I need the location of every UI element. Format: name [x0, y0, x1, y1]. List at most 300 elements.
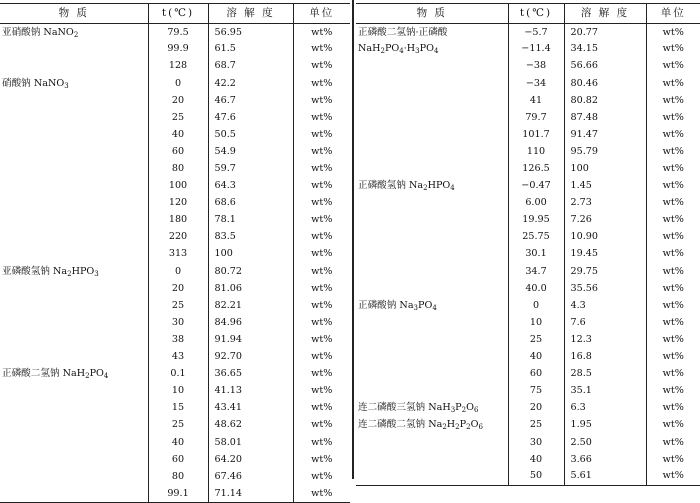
unit-cell: wt% — [293, 434, 350, 451]
header-solubility: 溶 解 度 — [208, 4, 293, 24]
unit-cell: wt% — [293, 365, 350, 382]
solubility-cell: 47.6 — [208, 109, 293, 126]
table-row — [356, 451, 700, 468]
solubility-cell: 7.26 — [564, 212, 646, 229]
formula-part: PO — [419, 43, 434, 55]
table-row — [356, 58, 700, 75]
table-row — [0, 75, 350, 92]
substance-cell — [356, 314, 508, 331]
unit-cell: wt% — [293, 382, 350, 399]
solubility-cell: 92.70 — [208, 348, 293, 365]
formula-part: 4 — [433, 47, 439, 56]
temperature-cell: 110 — [508, 143, 564, 160]
table-row — [0, 280, 350, 297]
table-row — [0, 194, 350, 211]
table-row — [0, 229, 350, 246]
substance-cell — [0, 434, 148, 451]
substance-cell — [0, 468, 148, 485]
temperature-cell: 41 — [508, 92, 564, 109]
substance-cell — [356, 143, 508, 160]
substance-cell — [0, 160, 148, 177]
substance-cell — [0, 451, 148, 468]
temperature-cell: 101.7 — [508, 126, 564, 143]
unit-cell: wt% — [293, 109, 350, 126]
solubility-cell: 95.79 — [564, 143, 646, 160]
substance-cell — [356, 246, 508, 263]
table-row — [356, 160, 700, 177]
table-row — [0, 126, 350, 143]
solubility-cell: 91.47 — [564, 126, 646, 143]
unit-cell: wt% — [646, 331, 700, 348]
temperature-cell: 50 — [508, 468, 564, 485]
unit-cell: wt% — [293, 58, 350, 75]
temperature-cell: 120 — [148, 194, 208, 211]
table-row — [0, 382, 350, 399]
solubility-cell: 71.14 — [208, 485, 293, 502]
solubility-cell: 34.15 — [564, 41, 646, 58]
substance-cell — [0, 400, 148, 417]
header-unit: 单位 — [646, 4, 700, 24]
substance-cell — [356, 451, 508, 468]
header-temp: t(℃) — [148, 4, 208, 24]
substance-name: 正磷酸钠 Na — [358, 299, 414, 311]
formula-part: 3 — [94, 269, 99, 278]
unit-cell: wt% — [293, 263, 350, 280]
table-row — [0, 246, 350, 263]
formula-part: 6 — [478, 423, 483, 432]
header-unit: 单位 — [293, 4, 350, 24]
temperature-cell: 25 — [148, 109, 208, 126]
solubility-cell: 54.9 — [208, 143, 293, 160]
solubility-cell: 80.72 — [208, 263, 293, 280]
table-row — [356, 297, 700, 314]
unit-cell: wt% — [293, 41, 350, 58]
unit-cell: wt% — [293, 451, 350, 468]
solubility-cell: 82.21 — [208, 297, 293, 314]
solubility-cell: 7.6 — [564, 314, 646, 331]
substance-cell — [356, 417, 508, 434]
table-row — [0, 92, 350, 109]
unit-cell: wt% — [646, 451, 700, 468]
unit-cell: wt% — [293, 212, 350, 229]
unit-cell: wt% — [293, 348, 350, 365]
formula-part: 2 — [466, 423, 471, 432]
substance-cell — [356, 126, 508, 143]
formula-part: 2 — [67, 269, 72, 278]
table-header-row — [0, 4, 350, 24]
formula-part: 3 — [415, 47, 420, 56]
column-divider — [352, 0, 354, 479]
temperature-cell: 19.95 — [508, 212, 564, 229]
solubility-cell: 56.95 — [208, 24, 293, 41]
temperature-cell: 313 — [148, 246, 208, 263]
header-substance: 物 质 — [0, 4, 148, 24]
solubility-cell: 1.95 — [564, 417, 646, 434]
substance-cell — [0, 417, 148, 434]
substance-cell — [356, 365, 508, 382]
formula-part: PO — [384, 43, 400, 55]
table-row — [0, 41, 350, 58]
temperature-cell: 60 — [508, 365, 564, 382]
temperature-cell: 25 — [508, 331, 564, 348]
table-row — [356, 212, 700, 229]
substance-cell — [356, 348, 508, 365]
formula-part: 4 — [399, 47, 404, 56]
solubility-cell: 56.66 — [564, 58, 646, 75]
substance-cell — [356, 58, 508, 75]
solubility-cell: 5.61 — [564, 468, 646, 485]
unit-cell: wt% — [646, 212, 700, 229]
solubility-cell: 46.7 — [208, 92, 293, 109]
substance-cell — [0, 246, 148, 263]
unit-cell: wt% — [646, 194, 700, 211]
solubility-cell: 2.73 — [564, 194, 646, 211]
temperature-cell: 34.7 — [508, 263, 564, 280]
substance-cell — [0, 41, 148, 58]
temperature-cell: 40 — [508, 451, 564, 468]
temperature-cell: 15 — [148, 400, 208, 417]
unit-cell: wt% — [646, 24, 700, 41]
table-row — [356, 280, 700, 297]
table-row — [356, 126, 700, 143]
temperature-cell: 20 — [148, 92, 208, 109]
temperature-cell: 80 — [148, 468, 208, 485]
temperature-cell: 0 — [148, 75, 208, 92]
solubility-cell: 2.50 — [564, 434, 646, 451]
solubility-cell: 80.46 — [564, 75, 646, 92]
formula-part: P — [459, 419, 467, 431]
substance-name: 正磷酸二氢钠 NaH — [2, 368, 86, 380]
substance-cell — [0, 331, 148, 348]
solubility-cell: 100 — [564, 160, 646, 177]
substance-cell — [0, 143, 148, 160]
solubility-cell: 68.7 — [208, 58, 293, 75]
substance-cell — [356, 297, 508, 314]
solubility-cell: 100 — [208, 246, 293, 263]
unit-cell: wt% — [293, 331, 350, 348]
substance-cell — [0, 177, 148, 194]
substance-cell — [0, 92, 148, 109]
table-row — [0, 160, 350, 177]
table-row — [0, 109, 350, 126]
substance-cell — [0, 212, 148, 229]
substance-cell — [0, 75, 148, 92]
substance-cell — [0, 348, 148, 365]
temperature-cell: −34 — [508, 75, 564, 92]
substance-cell — [356, 75, 508, 92]
solubility-cell: 6.3 — [564, 400, 646, 417]
temperature-cell: 126.5 — [508, 160, 564, 177]
unit-cell: wt% — [293, 143, 350, 160]
solubility-cell: 64.3 — [208, 177, 293, 194]
temperature-cell: 220 — [148, 229, 208, 246]
table-row — [0, 434, 350, 451]
temperature-cell: 25 — [148, 297, 208, 314]
temperature-cell: −11.4 — [508, 41, 564, 58]
unit-cell: wt% — [646, 92, 700, 109]
unit-cell: wt% — [646, 126, 700, 143]
temperature-cell: 38 — [148, 331, 208, 348]
solubility-cell: 48.62 — [208, 417, 293, 434]
substance-cell — [356, 434, 508, 451]
table-row — [356, 365, 700, 382]
unit-cell: wt% — [293, 75, 350, 92]
table-row — [356, 229, 700, 246]
table-row — [0, 400, 350, 417]
formula-part: 2 — [442, 423, 447, 432]
table-header-row — [356, 4, 700, 24]
unit-cell: wt% — [646, 348, 700, 365]
substance-cell — [356, 263, 508, 280]
formula-part: 3 — [64, 81, 69, 90]
unit-cell: wt% — [646, 109, 700, 126]
temperature-cell: 40 — [148, 126, 208, 143]
substance-cell — [0, 297, 148, 314]
unit-cell: wt% — [293, 92, 350, 109]
substance-cell — [0, 263, 148, 280]
solubility-cell: 20.77 — [564, 24, 646, 41]
header-temp: t(℃) — [508, 4, 564, 24]
solubility-cell: 58.01 — [208, 434, 293, 451]
temperature-cell: 20 — [148, 280, 208, 297]
solubility-cell: 83.5 — [208, 229, 293, 246]
formula-part: H — [446, 419, 456, 431]
unit-cell: wt% — [646, 434, 700, 451]
solubility-cell: 87.48 — [564, 109, 646, 126]
temperature-cell: 40 — [508, 348, 564, 365]
temperature-cell: 60 — [148, 143, 208, 160]
unit-cell: wt% — [293, 246, 350, 263]
substance-cell — [0, 194, 148, 211]
unit-cell: wt% — [293, 400, 350, 417]
unit-cell: wt% — [646, 41, 700, 58]
table-row — [0, 417, 350, 434]
solubility-cell: 28.5 — [564, 365, 646, 382]
solubility-cell: 91.94 — [208, 331, 293, 348]
unit-cell: wt% — [293, 280, 350, 297]
substance-cell — [0, 314, 148, 331]
formula-part: 2 — [461, 406, 467, 415]
temperature-cell: 20 — [508, 400, 564, 417]
temperature-cell: 40 — [148, 434, 208, 451]
solubility-cell: 16.8 — [564, 348, 646, 365]
formula-part: O — [466, 402, 474, 414]
table-row — [0, 468, 350, 485]
substance-cell — [0, 109, 148, 126]
temperature-cell: 80 — [148, 160, 208, 177]
substance-name: 连二磷酸三氢钠 NaH — [358, 402, 451, 414]
table-row — [356, 143, 700, 160]
unit-cell: wt% — [646, 58, 700, 75]
temperature-cell: 10 — [508, 314, 564, 331]
table-row — [0, 24, 350, 41]
formula-part: ·H — [403, 43, 416, 55]
temperature-cell: 99.9 — [148, 41, 208, 58]
substance-name: 硝酸钠 NaNO — [2, 77, 65, 89]
temperature-cell: −5.7 — [508, 24, 564, 41]
solubility-cell: 4.3 — [564, 297, 646, 314]
substance-cell — [356, 280, 508, 297]
unit-cell: wt% — [293, 297, 350, 314]
header-substance: 物 质 — [356, 4, 508, 24]
unit-cell: wt% — [646, 297, 700, 314]
substance-cell — [0, 126, 148, 143]
table-row — [356, 194, 700, 211]
solubility-cell: 50.5 — [208, 126, 293, 143]
substance-name: 正磷酸二氢钠·正磷酸 — [358, 26, 448, 38]
unit-cell: wt% — [646, 400, 700, 417]
substance-cell — [0, 280, 148, 297]
solubility-cell: 64.20 — [208, 451, 293, 468]
table-row — [356, 24, 700, 41]
table-row — [356, 434, 700, 451]
table-row — [0, 331, 350, 348]
table-row — [356, 314, 700, 331]
formula-part: PO — [418, 299, 433, 311]
solubility-cell: 19.45 — [564, 246, 646, 263]
unit-cell: wt% — [293, 194, 350, 211]
solubility-table-right — [356, 3, 700, 486]
substance-cell — [356, 382, 508, 399]
table-row — [0, 58, 350, 75]
temperature-cell: 0.1 — [148, 365, 208, 382]
table-row — [0, 263, 350, 280]
header-solubility: 溶 解 度 — [564, 4, 646, 24]
temperature-cell: −38 — [508, 58, 564, 75]
table-row — [0, 365, 350, 382]
solubility-cell: 59.7 — [208, 160, 293, 177]
substance-cell — [356, 468, 508, 485]
solubility-cell: 36.65 — [208, 365, 293, 382]
substance-cell — [0, 58, 148, 75]
substance-cell — [0, 229, 148, 246]
formula-part: 2 — [73, 30, 79, 39]
table-row — [356, 382, 700, 399]
table-row — [0, 177, 350, 194]
temperature-cell: 99.1 — [148, 485, 208, 502]
solubility-cell: 42.2 — [208, 75, 293, 92]
formula-part: 4 — [432, 303, 437, 312]
temperature-cell: 25.75 — [508, 229, 564, 246]
solubility-cell: 78.1 — [208, 212, 293, 229]
solubility-cell: 84.96 — [208, 314, 293, 331]
substance-cell — [356, 194, 508, 211]
formula-part: 2 — [380, 47, 385, 56]
solubility-cell: 1.45 — [564, 177, 646, 194]
substance-cell — [356, 400, 508, 417]
solubility-cell: 3.66 — [564, 451, 646, 468]
unit-cell: wt% — [646, 365, 700, 382]
temperature-cell: 30.1 — [508, 246, 564, 263]
unit-cell: wt% — [293, 177, 350, 194]
formula-part: 3 — [413, 303, 419, 312]
unit-cell: wt% — [646, 229, 700, 246]
temperature-cell: 79.7 — [508, 109, 564, 126]
unit-cell: wt% — [646, 314, 700, 331]
table-row — [356, 263, 700, 280]
temperature-cell: 25 — [148, 417, 208, 434]
unit-cell: wt% — [293, 24, 350, 41]
temperature-cell: 30 — [508, 434, 564, 451]
solubility-cell: 80.82 — [564, 92, 646, 109]
unit-cell: wt% — [646, 417, 700, 434]
substance-name: 亚磷酸氢钠 Na — [2, 265, 68, 277]
unit-cell: wt% — [646, 263, 700, 280]
substance-cell — [0, 365, 148, 382]
solubility-table-left — [0, 3, 350, 503]
temperature-cell: 43 — [148, 348, 208, 365]
temperature-cell: 128 — [148, 58, 208, 75]
formula-part: 2 — [455, 423, 460, 432]
temperature-cell: 100 — [148, 177, 208, 194]
formula-part: 2 — [85, 372, 90, 381]
unit-cell: wt% — [646, 280, 700, 297]
substance-name: NaH — [358, 43, 381, 55]
unit-cell: wt% — [293, 314, 350, 331]
solubility-cell: 61.5 — [208, 41, 293, 58]
table-row — [356, 41, 700, 58]
table-row — [0, 143, 350, 160]
table-row — [356, 75, 700, 92]
solubility-cell: 35.1 — [564, 382, 646, 399]
substance-cell — [356, 24, 508, 41]
table-row — [0, 485, 350, 502]
table-row — [0, 451, 350, 468]
solubility-cell: 12.3 — [564, 331, 646, 348]
table-row — [356, 348, 700, 365]
formula-part: 6 — [473, 406, 479, 415]
formula-part: PO — [89, 368, 104, 380]
unit-cell: wt% — [646, 246, 700, 263]
substance-cell — [356, 229, 508, 246]
temperature-cell: 79.5 — [148, 24, 208, 41]
substance-cell — [356, 160, 508, 177]
formula-part: 4 — [103, 372, 109, 381]
table-row — [356, 468, 700, 485]
formula-part: HPO — [427, 180, 451, 192]
table-row — [356, 246, 700, 263]
unit-cell: wt% — [646, 382, 700, 399]
temperature-cell: 60 — [148, 451, 208, 468]
table-row — [356, 92, 700, 109]
solubility-cell: 10.90 — [564, 229, 646, 246]
substance-cell — [0, 382, 148, 399]
formula-part: O — [470, 419, 479, 431]
formula-part: HPO — [71, 265, 95, 277]
substance-name: 正磷酸氢钠 Na — [358, 180, 424, 192]
unit-cell: wt% — [646, 177, 700, 194]
unit-cell: wt% — [646, 160, 700, 177]
substance-name: 亚硝酸钠 NaNO — [2, 26, 74, 38]
solubility-cell: 43.41 — [208, 400, 293, 417]
solubility-cell: 29.75 — [564, 263, 646, 280]
unit-cell: wt% — [293, 160, 350, 177]
unit-cell: wt% — [293, 485, 350, 502]
substance-cell — [356, 41, 508, 58]
substance-cell — [0, 485, 148, 502]
unit-cell: wt% — [646, 75, 700, 92]
table-row — [356, 109, 700, 126]
solubility-cell: 67.46 — [208, 468, 293, 485]
temperature-cell: 180 — [148, 212, 208, 229]
table-row — [356, 177, 700, 194]
temperature-cell: 25 — [508, 417, 564, 434]
solubility-cell: 41.13 — [208, 382, 293, 399]
temperature-cell: 75 — [508, 382, 564, 399]
table-row — [356, 400, 700, 417]
unit-cell: wt% — [646, 143, 700, 160]
substance-cell — [356, 177, 508, 194]
